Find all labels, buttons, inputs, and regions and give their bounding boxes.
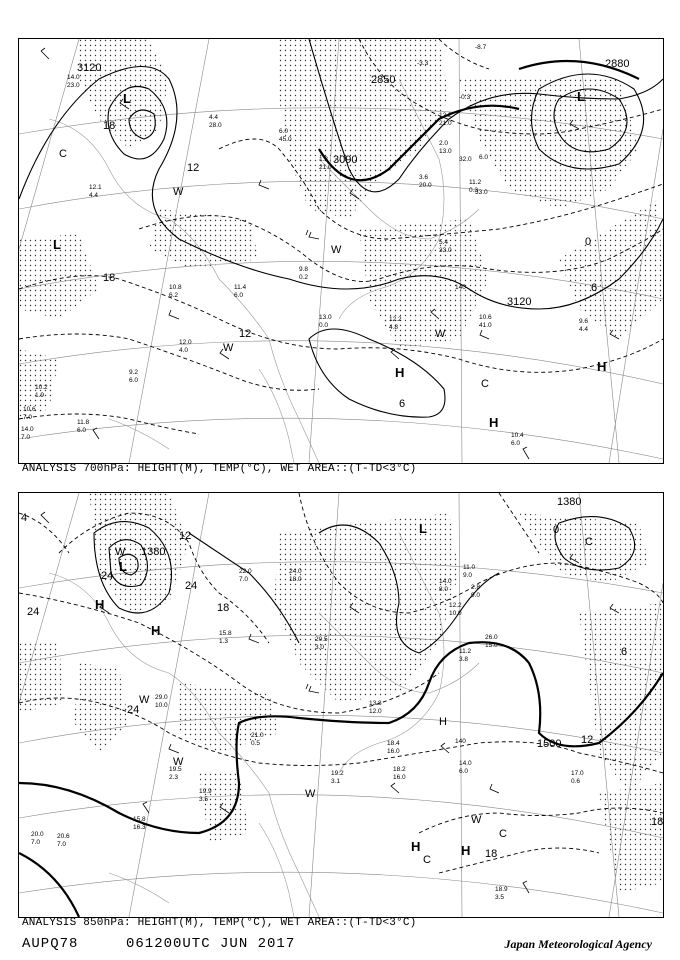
cold-center: C [59, 148, 67, 160]
warm-center: W [173, 186, 184, 198]
obs-value: 21.0 [439, 120, 452, 127]
obs-value: 3.5 [495, 894, 505, 901]
obs-value: 10.6 [23, 406, 36, 413]
obs-value: 11.4 [234, 284, 247, 291]
obs-value: 26.0 [485, 634, 498, 641]
obs-value: 6.0 [129, 377, 139, 384]
obs-value: 7.0 [31, 839, 41, 846]
obs-value: 6.2 [169, 292, 179, 299]
obs-value: 0.6 [571, 778, 581, 785]
obs-value: 9.0 [463, 572, 473, 579]
chart-id: AUPQ78 [22, 936, 79, 952]
warm-center: W [331, 244, 342, 256]
obs-value: 10.8 [169, 284, 182, 291]
obs-value: 20.6 [57, 833, 70, 840]
high-pressure-center: H [439, 716, 447, 728]
obs-value: 9.0 [471, 592, 481, 599]
obs-value: 16.3 [133, 824, 146, 831]
obs-value: 7.0 [57, 841, 67, 848]
obs-value: 24.0 [289, 568, 302, 575]
obs-value: 29.0 [155, 694, 168, 701]
obs-value: 9.2 [129, 369, 139, 376]
wet-areas [19, 39, 663, 419]
high-pressure-center: H [395, 365, 405, 380]
obs-value: 3.1 [331, 778, 341, 785]
obs-value: 10.0 [449, 610, 462, 617]
cold-center: C [423, 854, 431, 866]
obs-value: 20.0 [31, 831, 44, 838]
isotherm-label: 12 [187, 162, 200, 174]
obs-value: 4.0 [179, 347, 189, 354]
warm-center: W [173, 756, 184, 768]
obs-value: 16.0 [393, 774, 406, 781]
obs-value: 15.8 [219, 630, 232, 637]
obs-value: 5.4 [439, 239, 449, 246]
obs-value: 6.0 [511, 440, 521, 447]
height-label: 3090 [333, 154, 358, 166]
obs-value: 18.0 [289, 576, 302, 583]
analysis-datetime: 061200UTC JUN 2017 [126, 936, 296, 952]
obs-value: 4.4 [89, 192, 99, 199]
cold-center: C [585, 536, 593, 548]
longitude-label: 140 [455, 738, 466, 745]
obs-value: 13.0 [319, 314, 332, 321]
obs-value: 7.0 [23, 414, 33, 421]
obs-value: 11.0 [463, 564, 476, 571]
map-700hpa-canvas [19, 39, 663, 463]
obs-value: 14.0 [21, 426, 34, 433]
isotherm-label: 18 [651, 816, 663, 828]
cold-center: C [481, 378, 489, 390]
isotherm-label: 12 [239, 328, 252, 340]
height-label: 3120 [77, 62, 102, 74]
high-pressure-center: H [95, 597, 105, 612]
obs-value: 12.0 [179, 339, 192, 346]
obs-value: 17.0 [571, 770, 584, 777]
isotherm-label: 18 [103, 120, 116, 132]
obs-value: 1.3 [319, 156, 329, 163]
obs-value: 7.0 [21, 434, 31, 441]
isotherm-label: 18 [485, 848, 498, 860]
warm-center: W [115, 546, 126, 558]
isotherm-label: 0 [585, 236, 592, 248]
obs-value: 3.8 [459, 656, 469, 663]
obs-value: 18.9 [495, 886, 508, 893]
obs-value: 12.2 [449, 602, 462, 609]
obs-value: 20.5 [315, 636, 328, 643]
obs-value: 14.0 [459, 760, 472, 767]
high-pressure-center: H [597, 359, 607, 374]
obs-value: 13.8 [369, 700, 382, 707]
isotherm-label: 18 [217, 602, 230, 614]
height-label: 2850 [371, 74, 396, 86]
isotherm-label: 12 [179, 530, 192, 542]
obs-value: 12.1 [89, 184, 102, 191]
obs-value: 11.2 [469, 179, 482, 186]
high-pressure-center: H [411, 839, 421, 854]
low-pressure-center: L [419, 521, 427, 536]
obs-value: 41.0 [479, 322, 492, 329]
obs-value: -3.3 [417, 60, 429, 67]
obs-value: 2.8 [471, 584, 481, 591]
isotherm-label: 12 [581, 734, 594, 746]
obs-value: 0.3 [469, 187, 479, 194]
obs-value: 15.0 [485, 642, 498, 649]
obs-value: 21.0 [251, 732, 264, 739]
obs-value: 6.0 [479, 154, 489, 161]
height-label: 1500 [537, 738, 562, 750]
obs-value: 18.4 [387, 740, 400, 747]
obs-value: 12.2 [439, 112, 452, 119]
agency-name: Japan Meteorological Agency [504, 937, 652, 951]
obs-value: 1.3 [219, 638, 229, 645]
obs-value: 12.2 [389, 316, 402, 323]
obs-value: 14.0 [67, 74, 80, 81]
warm-center: W [435, 328, 446, 340]
obs-value: 20.0 [419, 182, 432, 189]
obs-value: 1.9 [35, 392, 45, 399]
obs-value: 10.6 [479, 314, 492, 321]
isotherm-label: 24 [127, 704, 140, 716]
warm-center: W [305, 788, 316, 800]
obs-value: 2.3 [169, 774, 179, 781]
obs-value: 45.0 [279, 136, 292, 143]
height-label: 2880 [605, 58, 630, 70]
obs-value: 4.8 [389, 324, 399, 331]
high-pressure-center: H [489, 415, 499, 430]
obs-value: 0.2 [299, 274, 309, 281]
obs-value: 6.0 [77, 427, 87, 434]
obs-value: 6.0 [459, 768, 469, 775]
panel-caption-700hpa: ANALYSIS 700hPa: HEIGHT(M), TEMP(°C), WET AREA::(T-TD<3°C) [22, 463, 417, 475]
obs-value: 33.0 [439, 247, 452, 254]
obs-value: 4.4 [579, 326, 589, 333]
obs-value: 19.5 [169, 766, 182, 773]
obs-value: 8.0 [439, 586, 449, 593]
isotherm-label: 24 [27, 606, 40, 618]
obs-value: 3.6 [419, 174, 429, 181]
obs-value: 15.8 [133, 816, 146, 823]
obs-value: 16.0 [387, 748, 400, 755]
map-850hpa-canvas [19, 493, 663, 917]
obs-value: 19.2 [331, 770, 344, 777]
obs-value: 32.0 [459, 156, 472, 163]
high-pressure-center: H [151, 623, 161, 638]
isotherm-label: 24 [185, 580, 198, 592]
obs-value: 0.5 [251, 740, 261, 747]
isotherm-label: 24 [101, 570, 114, 582]
panel-caption-850hpa: ANALYSIS 850hPa: HEIGHT(M), TEMP(°C), WET AREA::(T-TD<3°C) [22, 917, 417, 929]
obs-value: 19.9 [199, 788, 212, 795]
obs-value: 6.0 [279, 128, 289, 135]
obs-value: 11.8 [77, 419, 90, 426]
obs-value: 22.0 [239, 568, 252, 575]
obs-value: 10.4 [511, 432, 524, 439]
longitude-label: 140 [455, 284, 466, 291]
low-pressure-center: L [123, 91, 131, 106]
isotherm-label: 6 [591, 282, 598, 294]
obs-value: 6.0 [234, 292, 244, 299]
high-pressure-center: H [461, 843, 471, 858]
isotherm-label: 4 [21, 512, 28, 524]
obs-value: 9.6 [579, 318, 589, 325]
obs-value: 13.0 [439, 148, 452, 155]
obs-value: 3.5 [199, 796, 209, 803]
map-panel-700hpa [18, 38, 664, 464]
obs-value: -0.3 [459, 94, 471, 101]
cold-center: C [499, 828, 507, 840]
obs-value: 7.0 [239, 576, 249, 583]
obs-value: -8.7 [475, 44, 487, 51]
obs-value: 12.0 [369, 708, 382, 715]
obs-value: 18.2 [393, 766, 406, 773]
isotherm-label: 6 [621, 646, 628, 658]
obs-value: 10.2 [35, 384, 48, 391]
warm-center: W [471, 814, 482, 826]
warm-center: W [139, 694, 150, 706]
low-pressure-center: L [577, 89, 585, 104]
warm-center: W [223, 342, 234, 354]
isotherm-label: 18 [103, 272, 116, 284]
obs-value: 0.0 [319, 322, 329, 329]
obs-value: 3.0 [315, 644, 325, 651]
low-pressure-center: L [53, 237, 61, 252]
map-panel-850hpa [18, 492, 664, 918]
height-label: 3120 [507, 296, 532, 308]
height-label: 1380 [141, 546, 166, 558]
low-pressure-center: L [119, 559, 127, 574]
obs-value: 28.0 [209, 122, 222, 129]
obs-value: 2.0 [439, 140, 449, 147]
obs-value: 21.0 [319, 164, 332, 171]
isotherm-label: 6 [399, 398, 406, 410]
obs-value: 11.2 [459, 648, 472, 655]
obs-value: 23.0 [67, 82, 80, 89]
obs-value: 33.0 [475, 189, 488, 196]
obs-value: 14.0 [439, 578, 452, 585]
obs-value: 4.4 [209, 114, 219, 121]
isotherm-label: 0 [553, 524, 560, 536]
height-label: 1380 [557, 496, 582, 508]
obs-value: 10.0 [155, 702, 168, 709]
obs-value: 9.8 [299, 266, 309, 273]
